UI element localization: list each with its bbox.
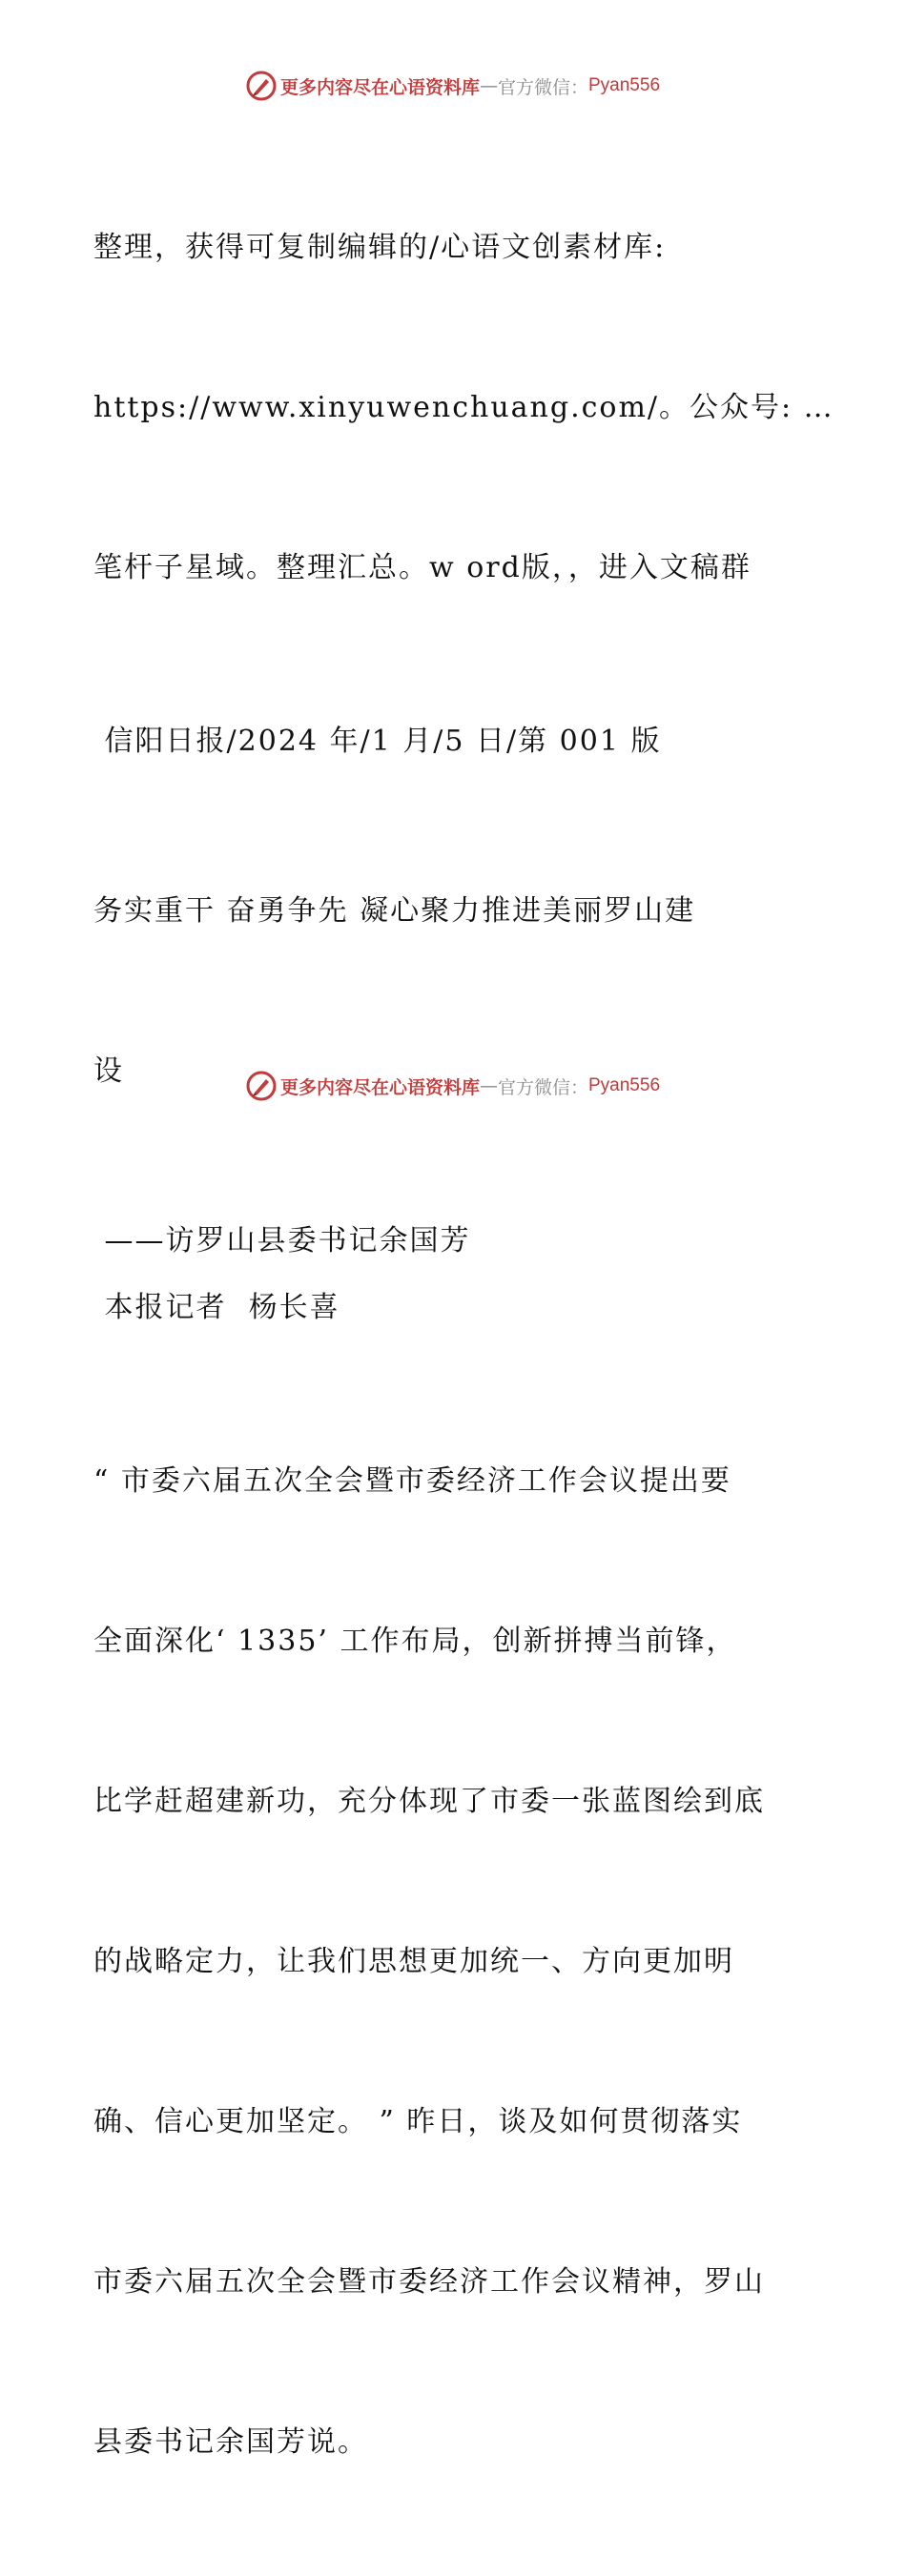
paragraph-line: 确、信心更加坚定。 ” 昨日，谈及如何贯彻落实 bbox=[93, 2105, 743, 2138]
watermark-brand-text: 更多内容尽在心语资料库 bbox=[279, 1076, 480, 1098]
intro-line: 笔杆子星域。整理汇总。w ord版，，进入文稿群 bbox=[93, 551, 752, 584]
headline bbox=[93, 778, 818, 1205]
headline-line: 设 bbox=[93, 1054, 124, 1088]
footer-watermark bbox=[0, 1067, 906, 1105]
paragraph-line: “ 市委六届五次全会暨市委经济工作会议提出要 bbox=[93, 1464, 731, 1498]
subtitle: ——访罗山县委书记余国芳 bbox=[93, 1224, 471, 1257]
paragraph-line: 比学赶超建新功，充分体现了市委一张蓝图绘到底 bbox=[93, 1785, 765, 1818]
watermark-brand-text: 更多内容尽在心语资料库 bbox=[279, 76, 480, 98]
watermark-wechat-id: Pyan556 bbox=[588, 1075, 661, 1095]
article-paragraph bbox=[93, 1348, 818, 2576]
watermark-wechat-label: 官方微信： bbox=[497, 76, 588, 98]
paragraph-line: 的战略定力，让我们思想更加统一、方向更加明 bbox=[93, 1945, 734, 1978]
intro-line: 整理，获得可复制编辑的/心语文创素材库: bbox=[93, 231, 667, 264]
document-body bbox=[93, 114, 834, 2576]
paragraph-line: 市委六届五次全会暨市委经济工作会议精神，罗山 bbox=[93, 2265, 765, 2299]
pen-logo-icon bbox=[246, 71, 277, 101]
watermark-dash: — bbox=[479, 75, 498, 96]
byline: 本报记者 杨长喜 bbox=[93, 1291, 340, 1324]
intro-paragraph bbox=[93, 114, 834, 702]
intro-line: https://www.xinyuwenchuang.com/。公众号: … bbox=[93, 391, 834, 424]
header-watermark bbox=[0, 67, 906, 105]
paragraph-line: 县委书记余国芳说。 bbox=[93, 2425, 368, 2459]
source-line: 信阳日报/2024 年/1 月/5 日/第 001 版 bbox=[93, 725, 662, 758]
paragraph-line: 全面深化‘ 1335’ 工作布局，创新拼搏当前锋， bbox=[93, 1625, 737, 1658]
pen-logo-icon bbox=[246, 1071, 277, 1101]
watermark-wechat-label: 官方微信： bbox=[497, 1076, 588, 1098]
watermark-dash: — bbox=[479, 1075, 498, 1096]
watermark-wechat-id: Pyan556 bbox=[588, 75, 661, 95]
headline-line: 务实重干 奋勇争先 凝心聚力推进美丽罗山建 bbox=[93, 894, 696, 928]
